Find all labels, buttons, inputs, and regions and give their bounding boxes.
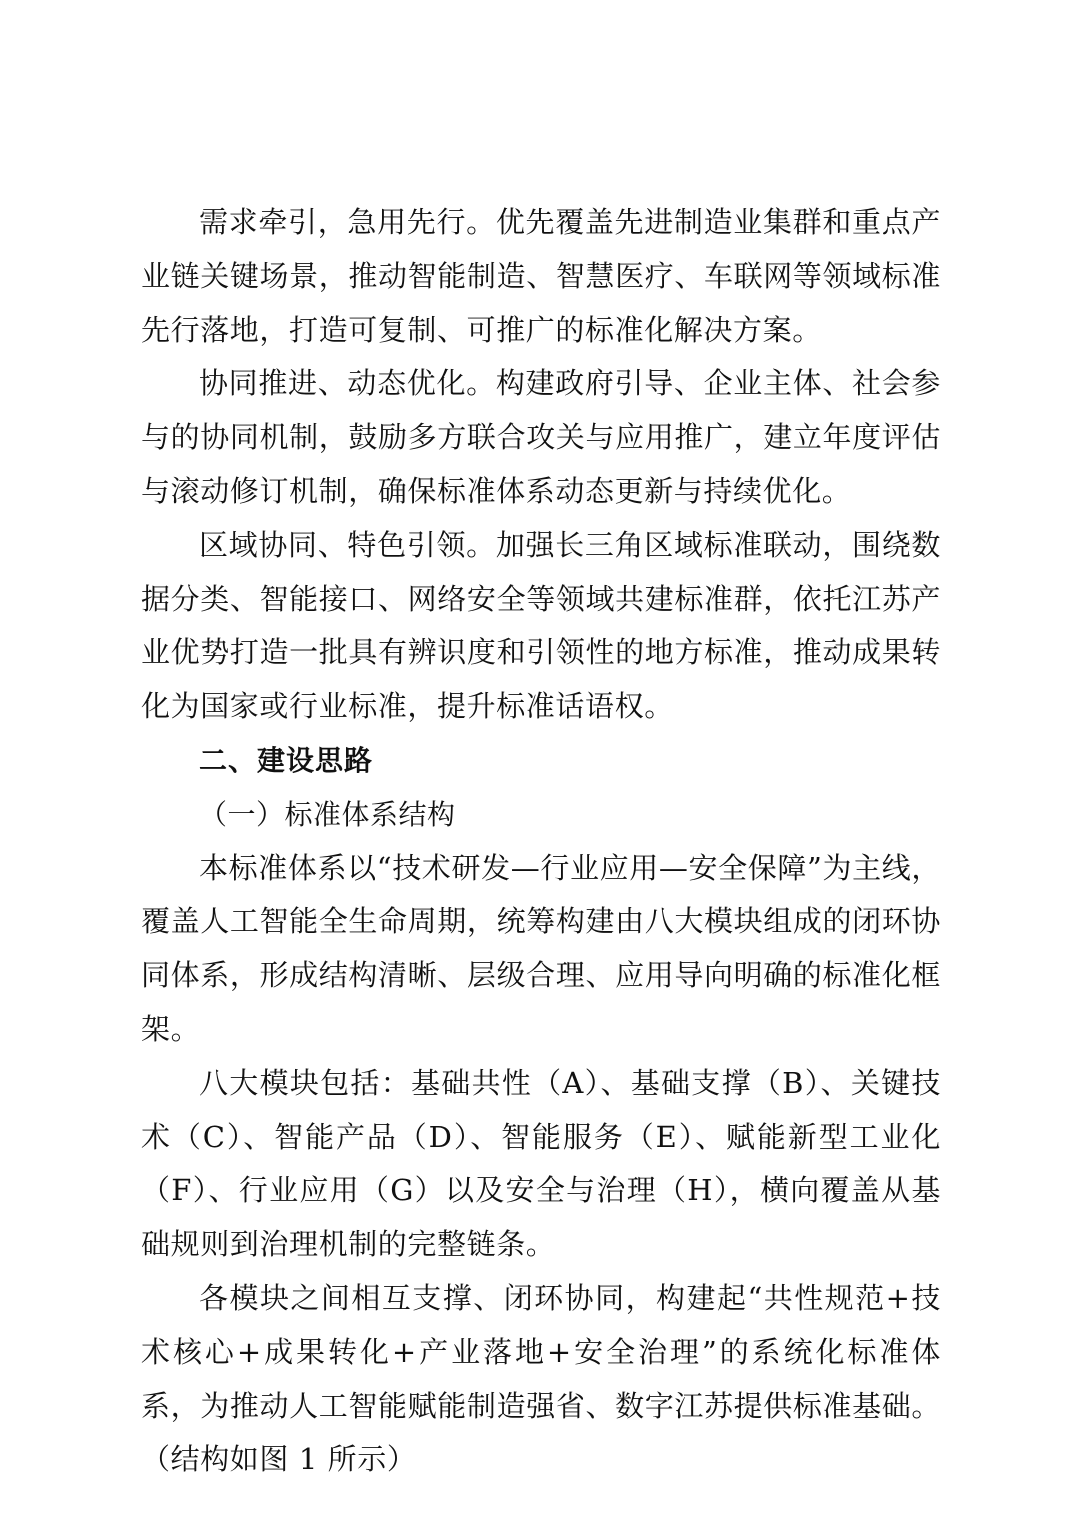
paragraph-regional-collaboration: 区域协同、特色引领。加强长三角区域标准联动，围绕数据分类、智能接口、网络安全等领域共建标准群，依托江苏产业优势打造一批具有辨识度和引领性的地方标准，推动成果转化为国家或行业标准，提升标准话语权。 [141, 527, 941, 724]
paragraph-eight-modules: 八大模块包括：基础共性（A）、基础支撑（B）、关键技术（C）、智能产品（D）、智能服务（E）、赋能新型工业化（F）、行业应用（G）以及安全与治理（H），横向覆盖从基础规则到治理机制的完整链条。 [141, 1065, 941, 1262]
subsection-heading: （一）标准体系结构 [199, 797, 456, 831]
section-heading: 二、建设思路 [199, 743, 374, 777]
paragraph-collaborative-advance: 协同推进、动态优化。构建政府引导、企业主体、社会参与的协同机制，鼓励多方联合攻关与应用推广，建立年度评估与滚动修订机制，确保标准体系动态更新与持续优化。 [141, 366, 941, 508]
document-body [141, 196, 941, 1487]
paragraph-module-synergy: 各模块之间相互支撑、闭环协同，构建起“共性规范+技术核心+成果转化+产业落地+安全治理”的系统化标准体系，为推动人工智能赋能制造强省、数字江苏提供标准基础。（结构如图 1 所示） [141, 1280, 941, 1477]
paragraph-system-mainline: 本标准体系以“技术研发—行业应用—安全保障”为主线，覆盖人工智能全生命周期，统筹构建由八大模块组成的闭环协同体系，形成结构清晰、层级合理、应用导向明确的标准化框架。 [141, 850, 941, 1046]
paragraph-demand-driven: 需求牵引，急用先行。优先覆盖先进制造业集群和重点产业链关键场景，推动智能制造、智慧医疗、车联网等领域标准先行落地，打造可复制、可推广的标准化解决方案。 [141, 205, 941, 347]
